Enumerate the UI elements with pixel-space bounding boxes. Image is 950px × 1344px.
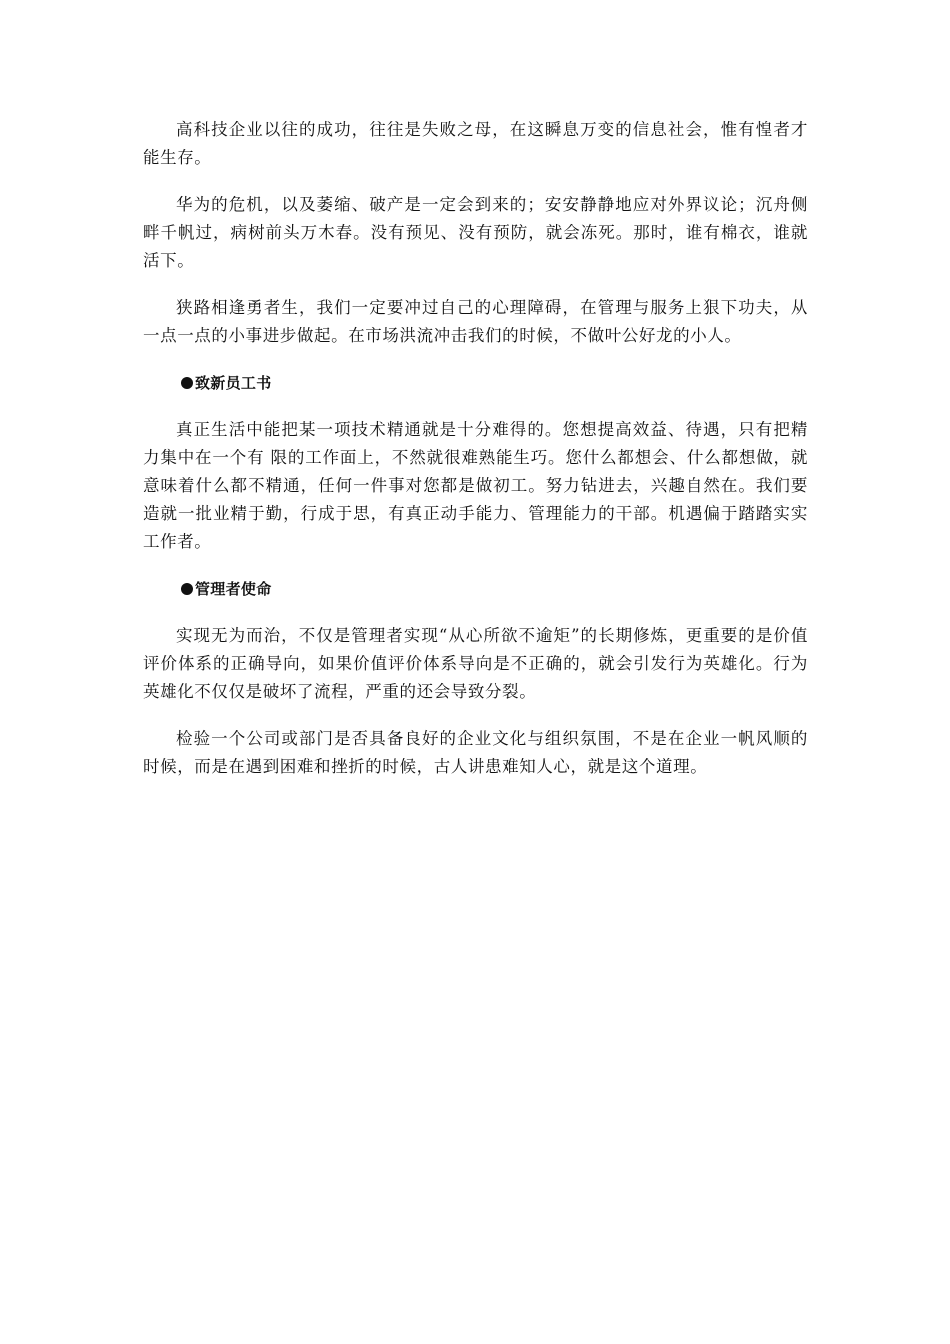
section-heading: [181, 575, 808, 603]
bullet-icon: [181, 377, 193, 389]
section-heading-text: 管理者使命: [195, 580, 272, 598]
section-heading: [181, 369, 808, 397]
bullet-icon: [181, 583, 193, 595]
paragraph: 实现无为而治，不仅是管理者实现“从心所欲不逾矩”的长期修炼，更重要的是价值评价体系的正确导向，如果价值评价体系导向是不正确的，就会引发行为英雄化。行为英雄化不仅仅是破坏了流程，严重的还会导致分裂。: [143, 626, 808, 701]
paragraph: 检验一个公司或部门是否具备良好的企业文化与组织氛围，不是在企业一帆风顺的时候，而是在遇到困难和挫折的时候，古人讲患难知人心，就是这个道理。: [143, 729, 808, 776]
paragraph: 狭路相逢勇者生，我们一定要冲过自己的心理障碍，在管理与服务上狠下功夫，从一点一点的小事进步做起。在市场洪流冲击我们的时候，不做叶公好龙的小人。: [143, 298, 808, 345]
paragraph: 华为的危机，以及萎缩、破产是一定会到来的；安安静静地应对外界议论；沉舟侧畔千帆过，病树前头万木春。没有预见、没有预防，就会冻死。那时，谁有棉衣，谁就活下。: [143, 195, 808, 270]
document-page: [143, 116, 808, 800]
paragraph: 高科技企业以往的成功，往往是失败之母，在这瞬息万变的信息社会，惟有惶者才能生存。: [143, 120, 808, 167]
paragraph: 真正生活中能把某一项技术精通就是十分难得的。您想提高效益、待遇，只有把精力集中在一个有 限的工作面上，不然就很难熟能生巧。您什么都想会、什么都想做，就意味着什么都不精通，任何一件事对您都是做初工。努力钻进去，兴趣自然在。我们要造就一批业精于勤，行成于思，有真正动手能力、管理能力的干部。机遇偏于踏踏实实工作者。: [143, 420, 808, 551]
section-heading-text: 致新员工书: [195, 374, 272, 392]
